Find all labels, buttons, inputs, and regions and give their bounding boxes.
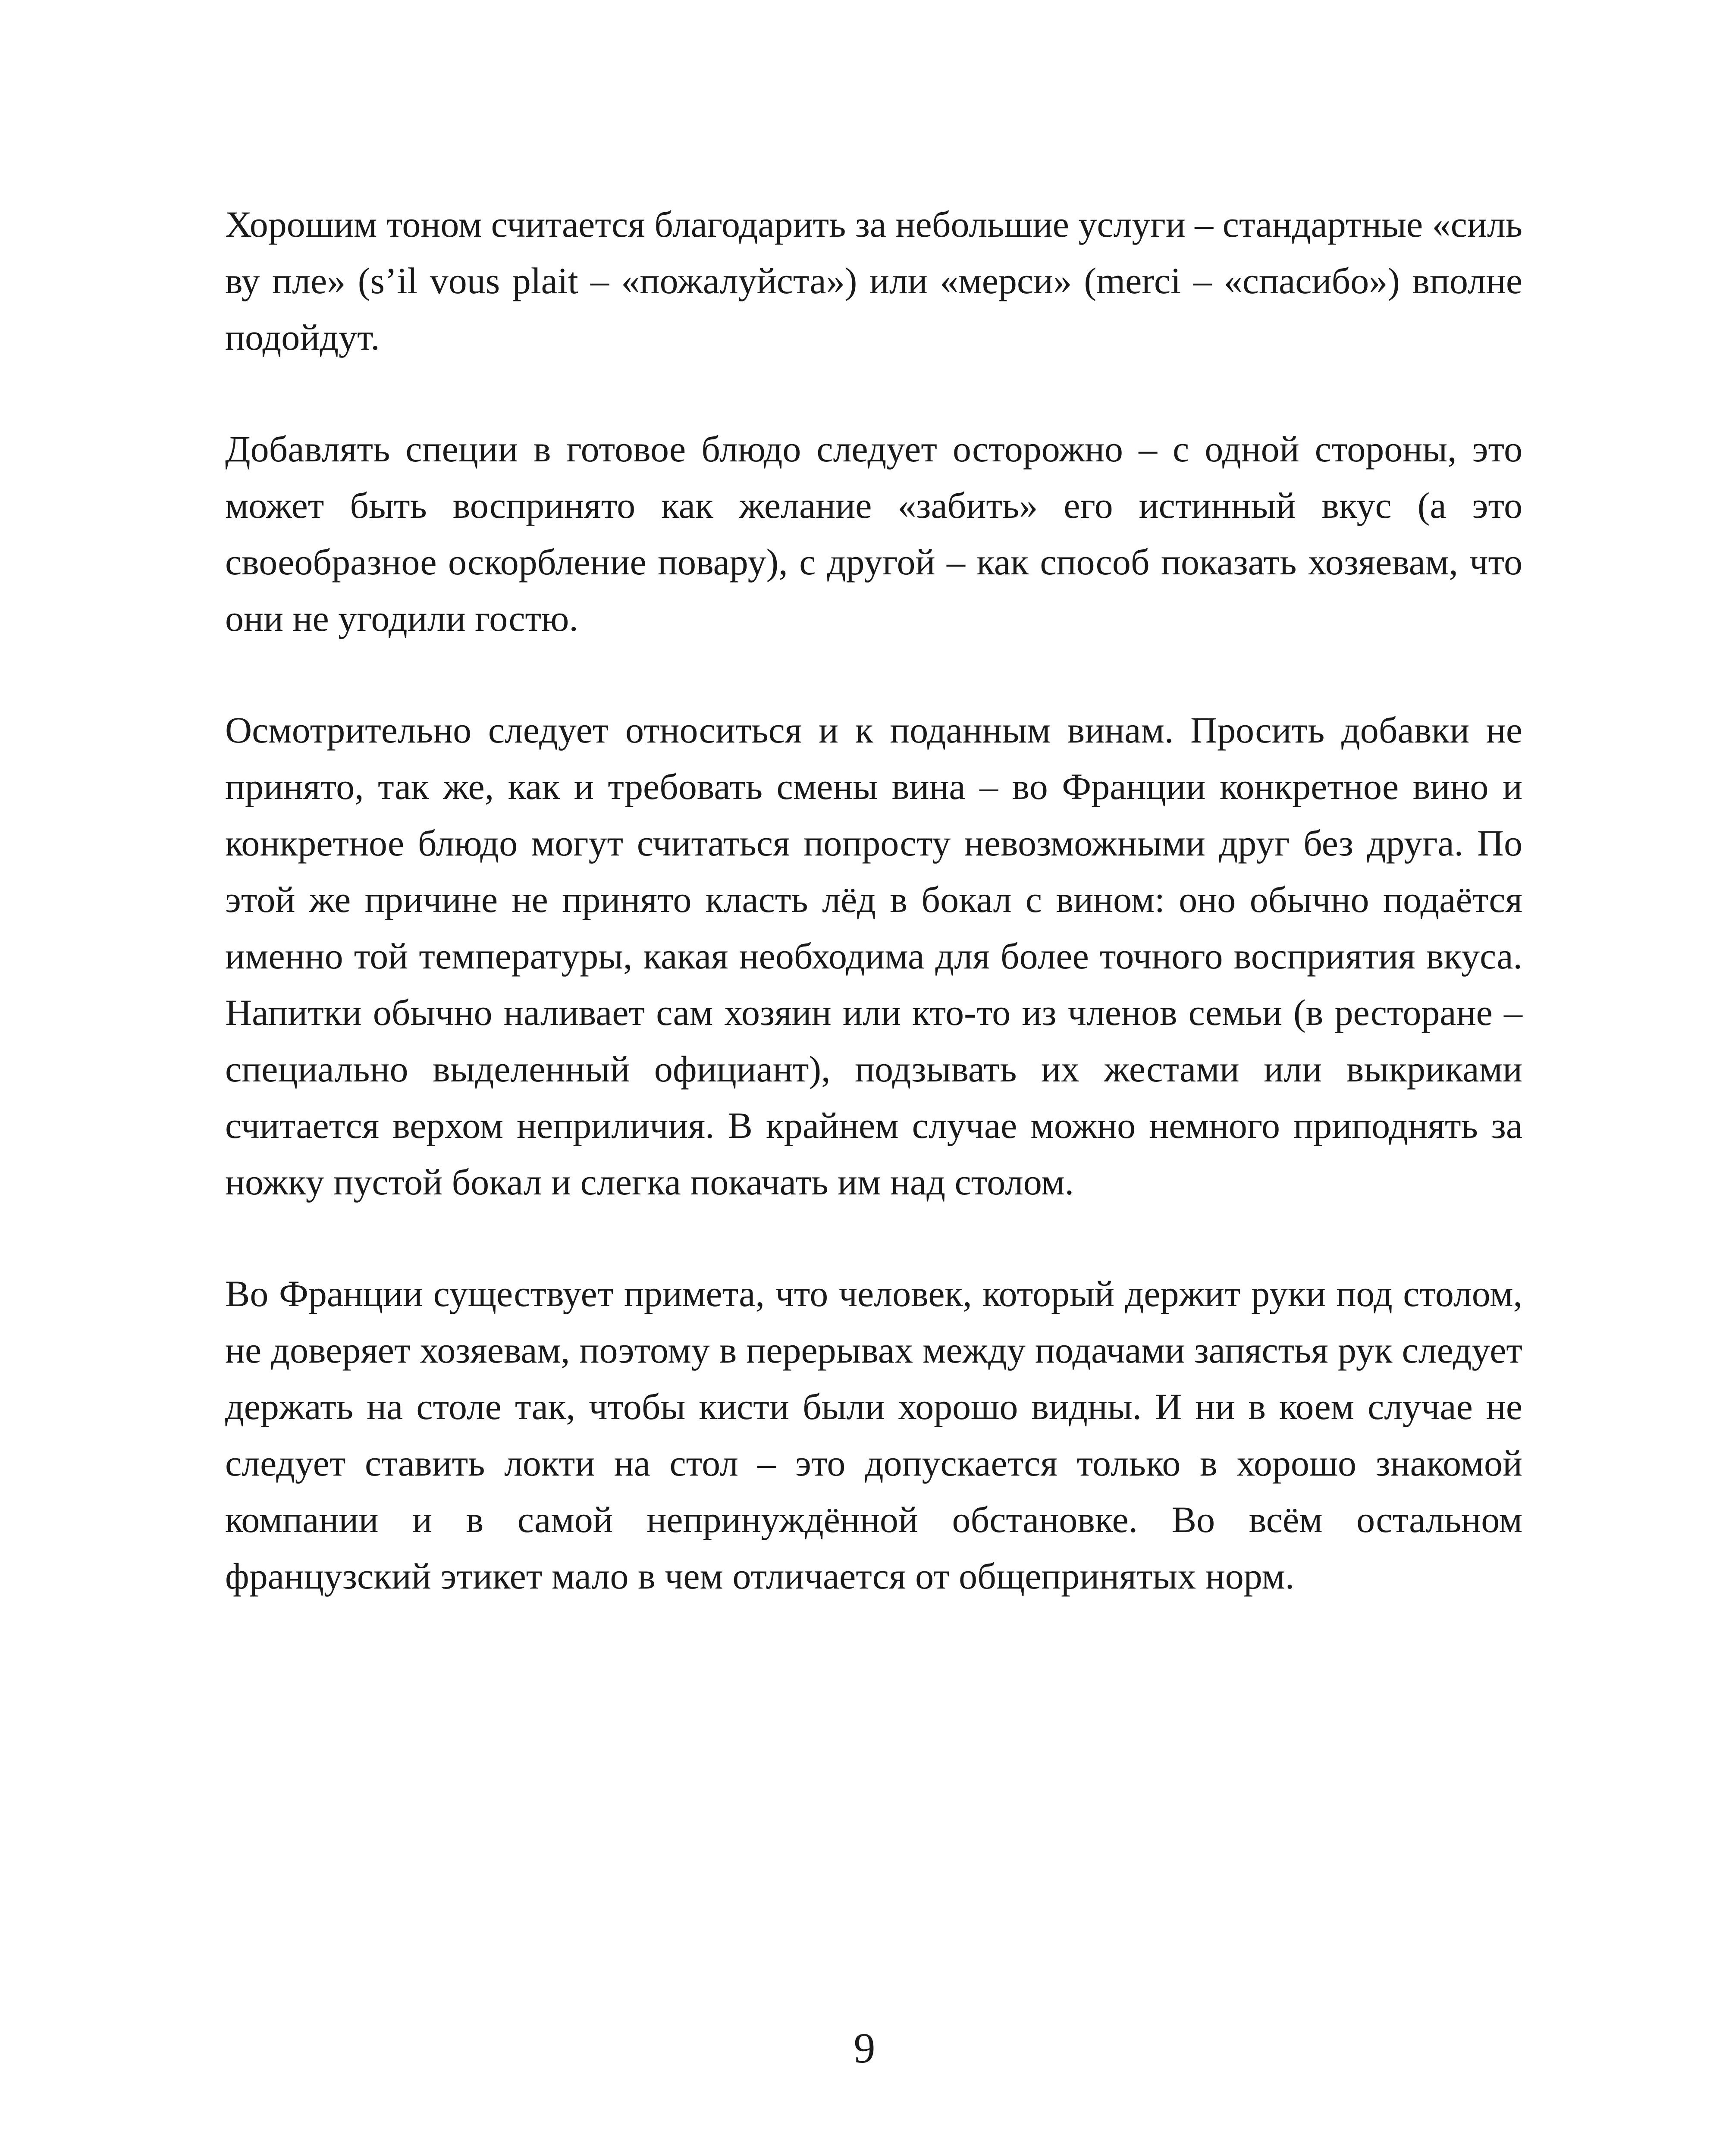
paragraph-hands-on-table: Во Франции существует примета, что человек, который держит руки под столом, не доверяет хозяевам, поэтому в перерывах между подачами запястья рук следует держать на столе так, чтобы кисти были хорошо видны. И ни в коем случае не следует ставить локти на стол – это допускается только в хорошо знакомой компании и в самой непринуждённой обстановке. Во всём остальном французский этикет мало в чем отличается от общепринятых норм. — [225, 1273, 1522, 1597]
paragraph-politeness: Хорошим тоном считается благодарить за небольшие услуги – стандартные «силь ву пле» (s’il vous plait – «пожалуйста») или «мерси» (merci – «спасибо») вполне подойдут. — [225, 204, 1522, 358]
paragraph-wines: Осмотрительно следует относиться и к поданным винам. Просить добавки не принято, так же, как и требовать смены вина – во Франции конкретное вино и конкретное блюдо могут считаться попросту невозможными друг без друга. По этой же причине не принято класть лёд в бокал с вином: оно обычно подаётся именно той температуры, какая необходима для более точного восприятия вкуса. Напитки обычно наливает сам хозяин или кто-то из членов семьи (в ресторане – специально выделенный официант), подзывать их жестами или выкриками считается верхом неприличия. В крайнем случае можно немного приподнять за ножку пустой бокал и слегка покачать им над столом. — [225, 709, 1522, 1203]
page-number: 9 — [854, 2024, 875, 2072]
body-text — [225, 196, 1522, 1660]
paragraph-spices: Добавлять специи в готовое блюдо следует осторожно – с одной стороны, это может быть воспринято как желание «забить» его истинный вкус (а это своеобразное оскорбление повару), с другой – как способ показать хозяевам, что они не угодили гостю. — [225, 428, 1522, 639]
